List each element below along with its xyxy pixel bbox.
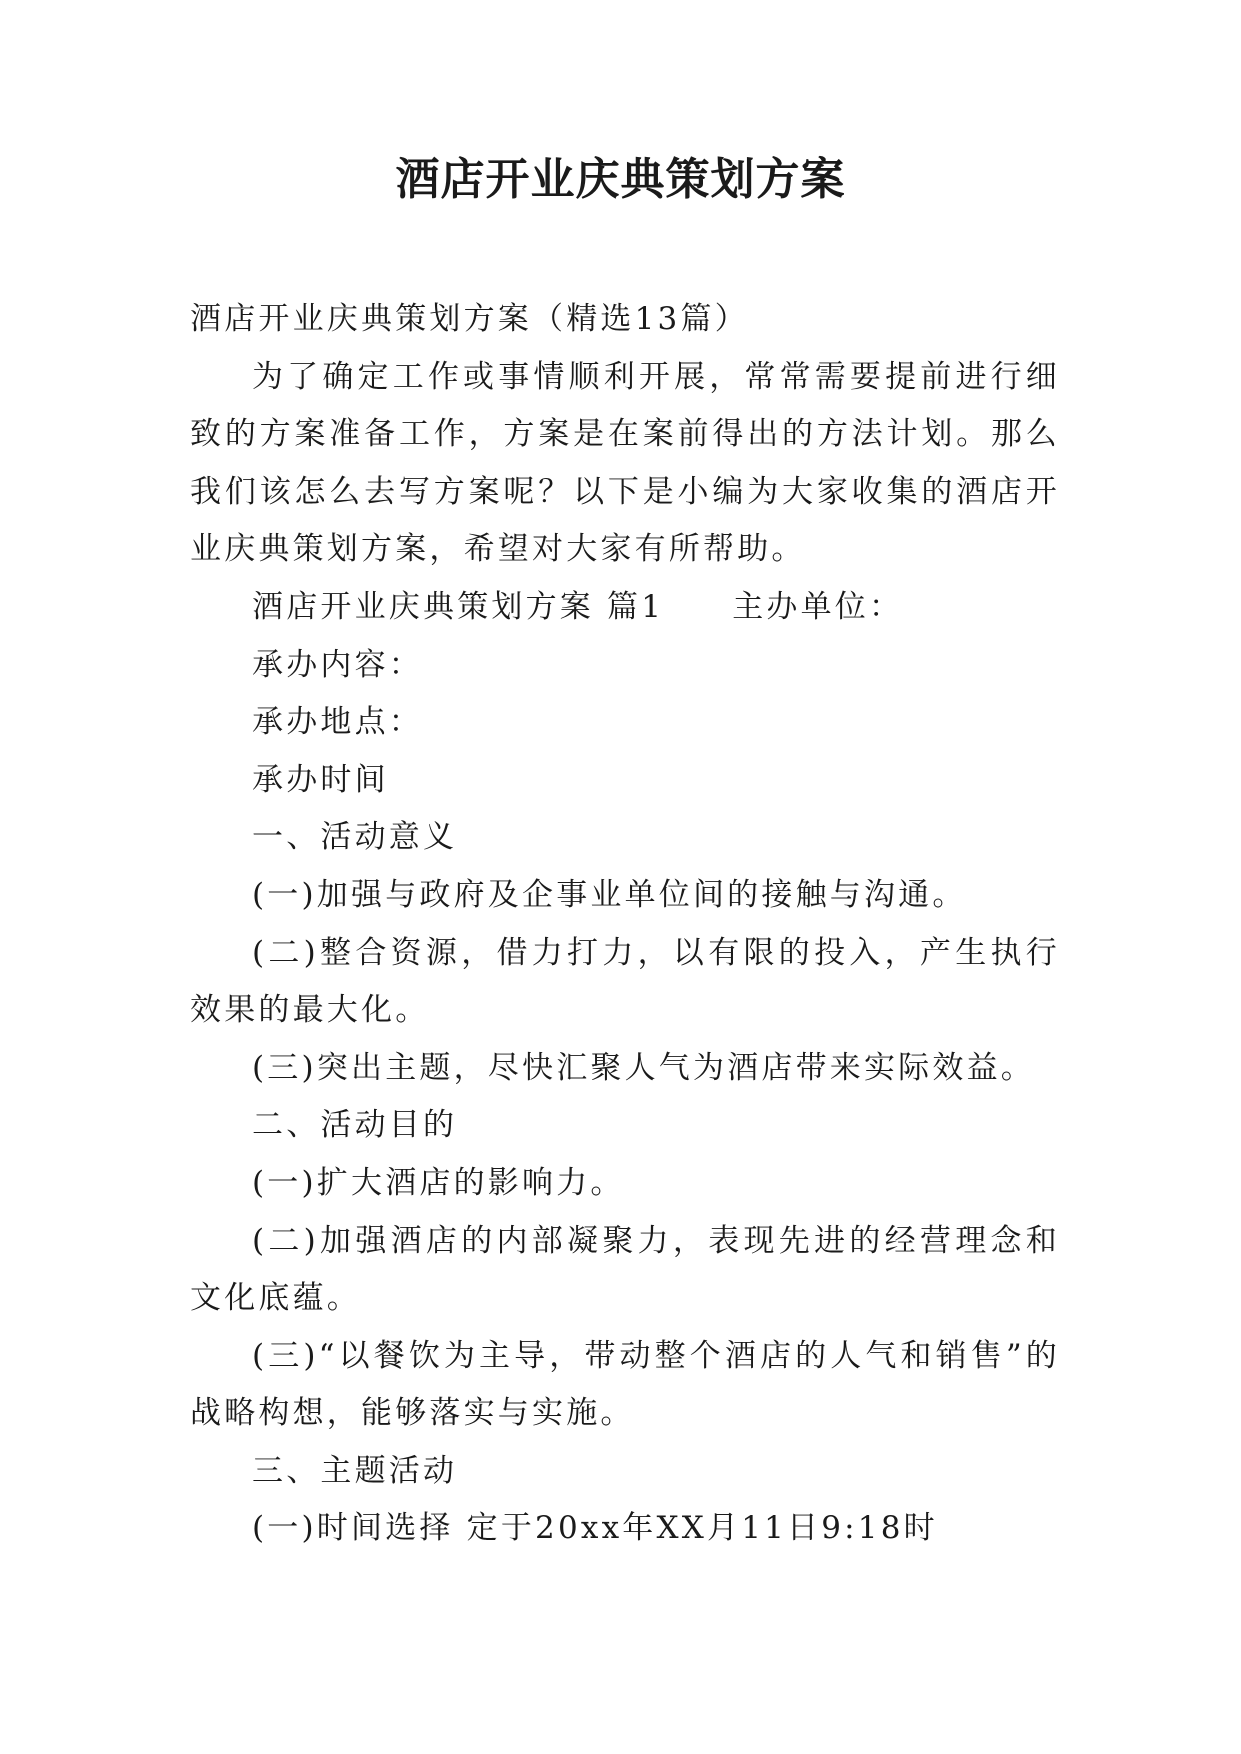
- organizer-label: 主办单位：: [732, 588, 904, 625]
- heading-theme-activity: 三、主题活动: [252, 1452, 458, 1489]
- document-body: [190, 291, 1060, 1558]
- intro-paragraph: 为了确定工作或事情顺利开展，常常需要提前进行细致的方案准备工作，方案是在案前得出的方法计划。那么我们该怎么去写方案呢？以下是小编为大家收集的酒店开业庆典策划方案，希望对大家有所帮助。: [190, 358, 1060, 568]
- list-item: (一)加强与政府及企事业单位间的接触与沟通。: [252, 876, 967, 913]
- list-item: (二)整合资源，借力打力，以有限的投入，产生执行效果的最大化。: [190, 934, 1060, 1029]
- list-item: (三)“以餐饮为主导，带动整个酒店的人气和销售”的战略构想，能够落实与实施。: [190, 1337, 1060, 1432]
- list-item: (二)加强酒店的内部凝聚力，表现先进的经营理念和文化底蕴。: [190, 1222, 1060, 1317]
- paragraph-undertaking-time: 承办时间: [252, 761, 389, 798]
- paragraph-undertaking-location: 承办地点：: [252, 704, 423, 741]
- list-item: (一)时间选择 定于20xx年XX月11日9:18时: [252, 1510, 938, 1547]
- document-subtitle: 酒店开业庆典策划方案（精选13篇）: [190, 301, 749, 337]
- section-heading: 酒店开业庆典策划方案 篇1: [252, 588, 665, 625]
- heading-activity-purpose: 二、活动目的: [252, 1107, 458, 1144]
- paragraph-undertaking-content: 承办内容：: [252, 646, 423, 683]
- section-heading-line: [190, 579, 1060, 637]
- list-item: (一)扩大酒店的影响力。: [252, 1164, 625, 1201]
- document-title: 酒店开业庆典策划方案: [395, 154, 846, 205]
- list-item: (三)突出主题，尽快汇聚人气为酒店带来实际效益。: [252, 1049, 1035, 1086]
- heading-activity-significance: 一、活动意义: [252, 819, 458, 856]
